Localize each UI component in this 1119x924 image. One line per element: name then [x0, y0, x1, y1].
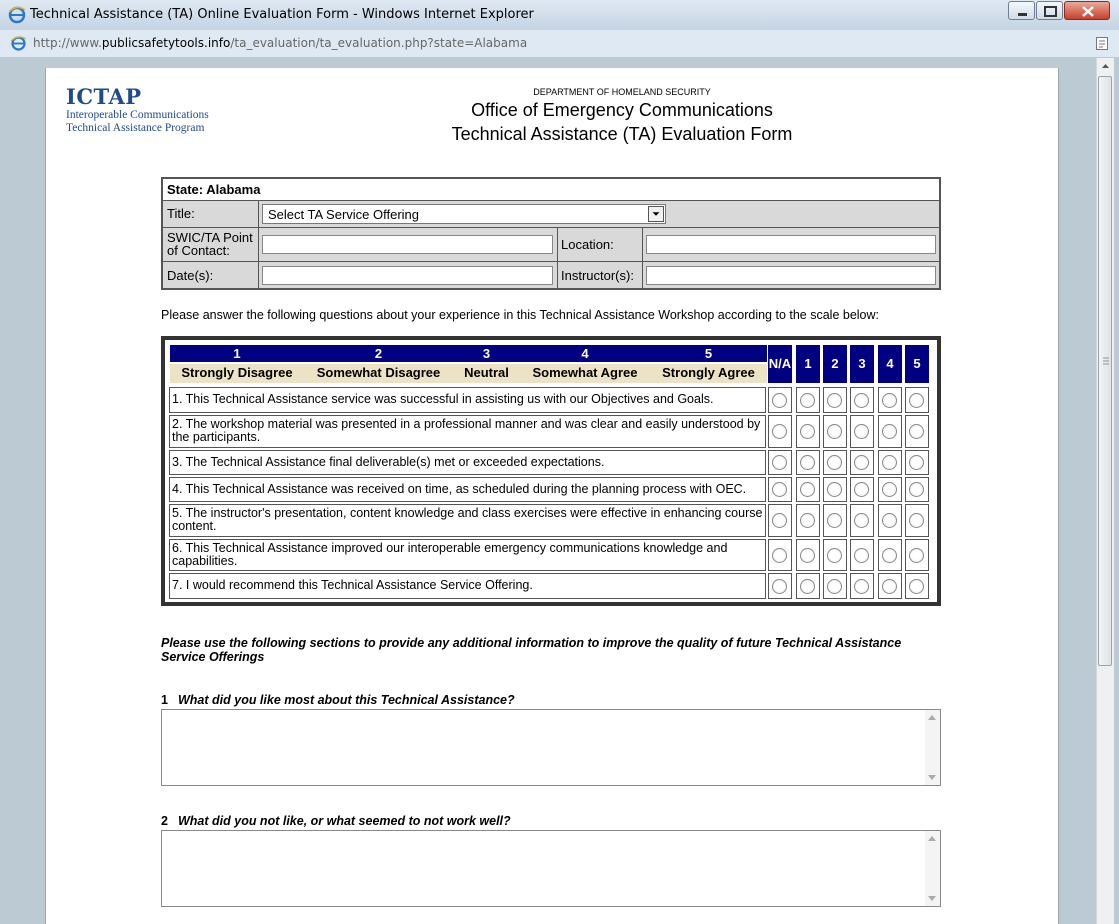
question-2-rating-2-radio[interactable] — [827, 424, 842, 439]
question-2-rating-5-radio[interactable] — [909, 424, 924, 439]
rating-cell — [823, 415, 847, 448]
question-6-rating-3-radio[interactable] — [854, 548, 869, 563]
divider — [642, 228, 643, 261]
window-title: Technical Assistance (TA) Online Evaluation Form - Windows Internet Explorer — [30, 7, 534, 22]
rating-column-header: 2 — [823, 345, 847, 383]
rating-cell — [823, 450, 847, 475]
rating-cell — [796, 450, 820, 475]
department-heading: DEPARTMENT OF HOMELAND SECURITY — [533, 87, 711, 97]
maximize-icon — [1037, 2, 1064, 21]
logo-line-1: Interoperable Communications — [66, 109, 209, 121]
question-4-rating-2-radio[interactable] — [827, 482, 842, 497]
internet-explorer-page-icon — [10, 35, 27, 52]
title-label: Title: — [167, 206, 195, 221]
scale-num-2: 2 — [374, 346, 383, 361]
page-info-icon[interactable] — [1096, 37, 1108, 50]
url-prefix: http://www. — [33, 36, 102, 50]
rating-cell — [878, 477, 902, 502]
rating-cell — [878, 573, 902, 599]
rating-column-header: 5 — [905, 345, 929, 383]
close-window-button[interactable] — [1064, 1, 1110, 20]
question-5-rating-3-radio[interactable] — [854, 513, 869, 528]
title-row — [163, 200, 939, 227]
instructors-input[interactable] — [646, 266, 936, 285]
rating-cell — [850, 573, 874, 599]
scale-label-bar — [170, 364, 767, 383]
open-question-1-label — [161, 693, 515, 707]
url-domain: publicsafetytools.info — [101, 36, 231, 50]
rating-cell — [823, 539, 847, 571]
rating-column-header: 3 — [850, 345, 874, 383]
rating-table — [161, 336, 941, 606]
question-1-rating-5-radio[interactable] — [909, 393, 924, 408]
rating-cell — [796, 387, 820, 413]
question-6-rating-1-radio[interactable] — [800, 548, 815, 563]
question-6-rating-2-radio[interactable] — [827, 548, 842, 563]
question-7-rating-2-radio[interactable] — [827, 579, 842, 594]
scroll-down-icon[interactable] — [928, 896, 936, 901]
question-3-rating-5-radio[interactable] — [909, 455, 924, 470]
question-4: 4. This Technical Assistance was received on time, as scheduled during the planning process with OEC. — [169, 477, 766, 502]
rating-cell — [796, 477, 820, 502]
dates-row — [163, 261, 939, 288]
question-1-rating-na-radio[interactable] — [772, 393, 787, 408]
grip-icon — [1099, 77, 1113, 667]
question-4-rating-3-radio[interactable] — [854, 482, 869, 497]
question-3-rating-4-radio[interactable] — [882, 455, 897, 470]
rating-cell — [850, 387, 874, 413]
question-7-rating-3-radio[interactable] — [854, 579, 869, 594]
divider — [557, 262, 558, 288]
question-6: 6. This Technical Assistance improved our interoperable emergency communications knowledge and capabilities. — [169, 539, 766, 571]
scale-label-3: Neutral — [464, 365, 509, 380]
question-3-rating-na-radio[interactable] — [772, 455, 787, 470]
rating-cell — [796, 504, 820, 537]
instructions-text: Please answer the following questions about your experience in this Technical Assistance Workshop according to the scale below: — [161, 308, 880, 322]
question-4-rating-na-radio[interactable] — [772, 482, 787, 497]
location-label: Location: — [561, 237, 614, 252]
info-table — [161, 177, 941, 290]
rating-cell — [768, 450, 792, 475]
question-4-rating-4-radio[interactable] — [882, 482, 897, 497]
rating-cell — [796, 573, 820, 599]
question-5-rating-2-radio[interactable] — [827, 513, 842, 528]
maximize-button[interactable] — [1036, 1, 1063, 20]
rating-cell — [768, 504, 792, 537]
rating-cell — [850, 415, 874, 448]
url-text[interactable] — [33, 36, 527, 50]
question-4-rating-1-radio[interactable] — [800, 482, 815, 497]
scroll-up-icon[interactable] — [928, 836, 936, 841]
question-1-rating-4-radio[interactable] — [882, 393, 897, 408]
question-3-rating-1-radio[interactable] — [800, 455, 815, 470]
rating-cell — [850, 477, 874, 502]
question-5: 5. The instructor's presentation, content knowledge and class exercises were effective in enhancing course content. — [169, 504, 766, 537]
ictap-logo-subtitle — [66, 109, 209, 135]
rating-column-header: 4 — [878, 345, 902, 383]
question-1-rating-2-radio[interactable] — [827, 393, 842, 408]
rating-cell — [823, 387, 847, 413]
scale-num-5: 5 — [704, 346, 713, 361]
logo-line-2: Technical Assistance Program — [66, 122, 205, 134]
url-path: /ta_evaluation/ta_evaluation.php?state=Alabama — [230, 36, 528, 50]
select-value: Select TA Service Offering — [268, 207, 420, 222]
rating-cell — [796, 539, 820, 571]
rating-cell — [878, 539, 902, 571]
rating-cell — [768, 477, 792, 502]
question-3-rating-3-radio[interactable] — [854, 455, 869, 470]
scale-num-3: 3 — [482, 346, 491, 361]
question-5-rating-4-radio[interactable] — [882, 513, 897, 528]
scale-num-4: 4 — [581, 346, 589, 361]
rating-cell — [878, 504, 902, 537]
form-page — [45, 68, 1059, 924]
rating-column-header: 1 — [796, 345, 820, 383]
question-1-rating-1-radio[interactable] — [800, 393, 815, 408]
rating-cell — [878, 450, 902, 475]
rating-column-header: N/A — [768, 345, 792, 383]
question-3: 3. The Technical Assistance final deliverable(s) met or exceeded expectations. — [169, 450, 766, 475]
divider — [258, 262, 259, 288]
divider — [642, 262, 643, 288]
swic-label — [167, 231, 253, 257]
internet-explorer-icon — [8, 6, 26, 24]
question-7-rating-1-radio[interactable] — [800, 579, 815, 594]
divider — [557, 228, 558, 261]
rating-cell — [905, 387, 929, 413]
question-2: 2. The workshop material was presented in a professional manner and was clear and easily understood by the participants. — [169, 415, 766, 448]
question-7: 7. I would recommend this Technical Assistance Service Offering. — [169, 573, 766, 599]
rating-cell — [905, 504, 929, 537]
open-question-1-number: 1 — [161, 693, 168, 707]
contact-row — [163, 227, 939, 261]
rating-cell — [768, 387, 792, 413]
scroll-up-icon[interactable] — [1097, 58, 1114, 75]
state-row — [163, 179, 939, 200]
scale-label-4: Somewhat Agree — [532, 365, 638, 380]
question-1-rating-3-radio[interactable] — [854, 393, 869, 408]
ictap-logo: ICTAP — [66, 84, 142, 109]
dates-input[interactable] — [262, 266, 553, 285]
question-1: 1. This Technical Assistance service was successful in assisting us with our Objectives and Goals. — [169, 387, 766, 413]
rating-cell — [768, 415, 792, 448]
question-6-rating-na-radio[interactable] — [772, 548, 787, 563]
divider — [258, 228, 259, 261]
scrollbar-thumb[interactable] — [1098, 76, 1112, 666]
rating-cell — [768, 573, 792, 599]
scroll-up-icon[interactable] — [928, 715, 936, 720]
minimize-button[interactable] — [1008, 1, 1035, 20]
open-question-2-number: 2 — [161, 814, 168, 828]
rating-cell — [878, 387, 902, 413]
rating-cell — [768, 539, 792, 571]
chevron-down-icon — [648, 206, 664, 222]
question-6-rating-4-radio[interactable] — [882, 548, 897, 563]
dates-label: Date(s): — [167, 268, 214, 283]
scale-number-bar — [170, 345, 767, 362]
rating-cell — [850, 539, 874, 571]
rating-cell — [905, 450, 929, 475]
swic-contact-input[interactable] — [262, 235, 553, 254]
page-scrollbar[interactable] — [1096, 58, 1114, 924]
rating-cell — [905, 573, 929, 599]
question-2-rating-na-radio[interactable] — [772, 424, 787, 439]
scale-label-2: Somewhat Disagree — [316, 365, 441, 380]
scroll-down-icon[interactable] — [928, 775, 936, 780]
did-not-like-textarea[interactable] — [161, 830, 941, 907]
ta-service-select[interactable] — [262, 204, 666, 224]
rating-cell — [796, 415, 820, 448]
question-5-rating-na-radio[interactable] — [772, 513, 787, 528]
rating-cell — [823, 477, 847, 502]
question-5-rating-5-radio[interactable] — [909, 513, 924, 528]
question-5-rating-1-radio[interactable] — [800, 513, 815, 528]
scale-label-5: Strongly Agree — [662, 365, 755, 380]
additional-info-heading: Please use the following sections to provide any additional information to improve the quality of future Technical Assistance Service Offerings — [161, 636, 902, 664]
swic-label-line-1: SWIC/TA Point — [167, 230, 253, 245]
rating-cell — [823, 573, 847, 599]
divider — [258, 201, 259, 227]
rating-cell — [850, 504, 874, 537]
question-2-rating-3-radio[interactable] — [854, 424, 869, 439]
question-7-rating-4-radio[interactable] — [882, 579, 897, 594]
scale-num-1: 1 — [233, 346, 241, 361]
rating-cell — [823, 504, 847, 537]
window-titlebar — [0, 0, 1119, 30]
question-6-rating-5-radio[interactable] — [909, 548, 924, 563]
textarea-scrollbar[interactable] — [925, 831, 940, 906]
question-2-rating-1-radio[interactable] — [800, 424, 815, 439]
office-heading: Office of Emergency Communications — [471, 100, 773, 120]
liked-most-textarea[interactable] — [161, 709, 941, 786]
question-4-rating-5-radio[interactable] — [909, 482, 924, 497]
scale-label-1: Strongly Disagree — [181, 365, 293, 380]
rating-cell — [850, 450, 874, 475]
state-label: State: Alabama — [167, 182, 261, 197]
question-3-rating-2-radio[interactable] — [827, 455, 842, 470]
open-question-2-text: What did you not like, or what seemed to not work well? — [178, 814, 511, 828]
open-question-1-text: What did you like most about this Technical Assistance? — [178, 693, 515, 707]
instructors-label: Instructor(s): — [561, 268, 634, 283]
rating-cell — [878, 415, 902, 448]
question-7-rating-5-radio[interactable] — [909, 579, 924, 594]
open-question-2-label — [161, 814, 511, 828]
textarea-scrollbar[interactable] — [925, 710, 940, 785]
question-7-rating-na-radio[interactable] — [772, 579, 787, 594]
close-icon — [1065, 2, 1111, 21]
address-bar[interactable] — [0, 30, 1119, 57]
swic-label-line-2: of Contact: — [167, 243, 230, 258]
minimize-icon — [1009, 2, 1036, 21]
location-input[interactable] — [646, 235, 936, 254]
rating-cell — [905, 539, 929, 571]
page-title: Technical Assistance (TA) Evaluation Form — [451, 124, 793, 144]
rating-cell — [905, 477, 929, 502]
rating-cell — [905, 415, 929, 448]
question-2-rating-4-radio[interactable] — [882, 424, 897, 439]
